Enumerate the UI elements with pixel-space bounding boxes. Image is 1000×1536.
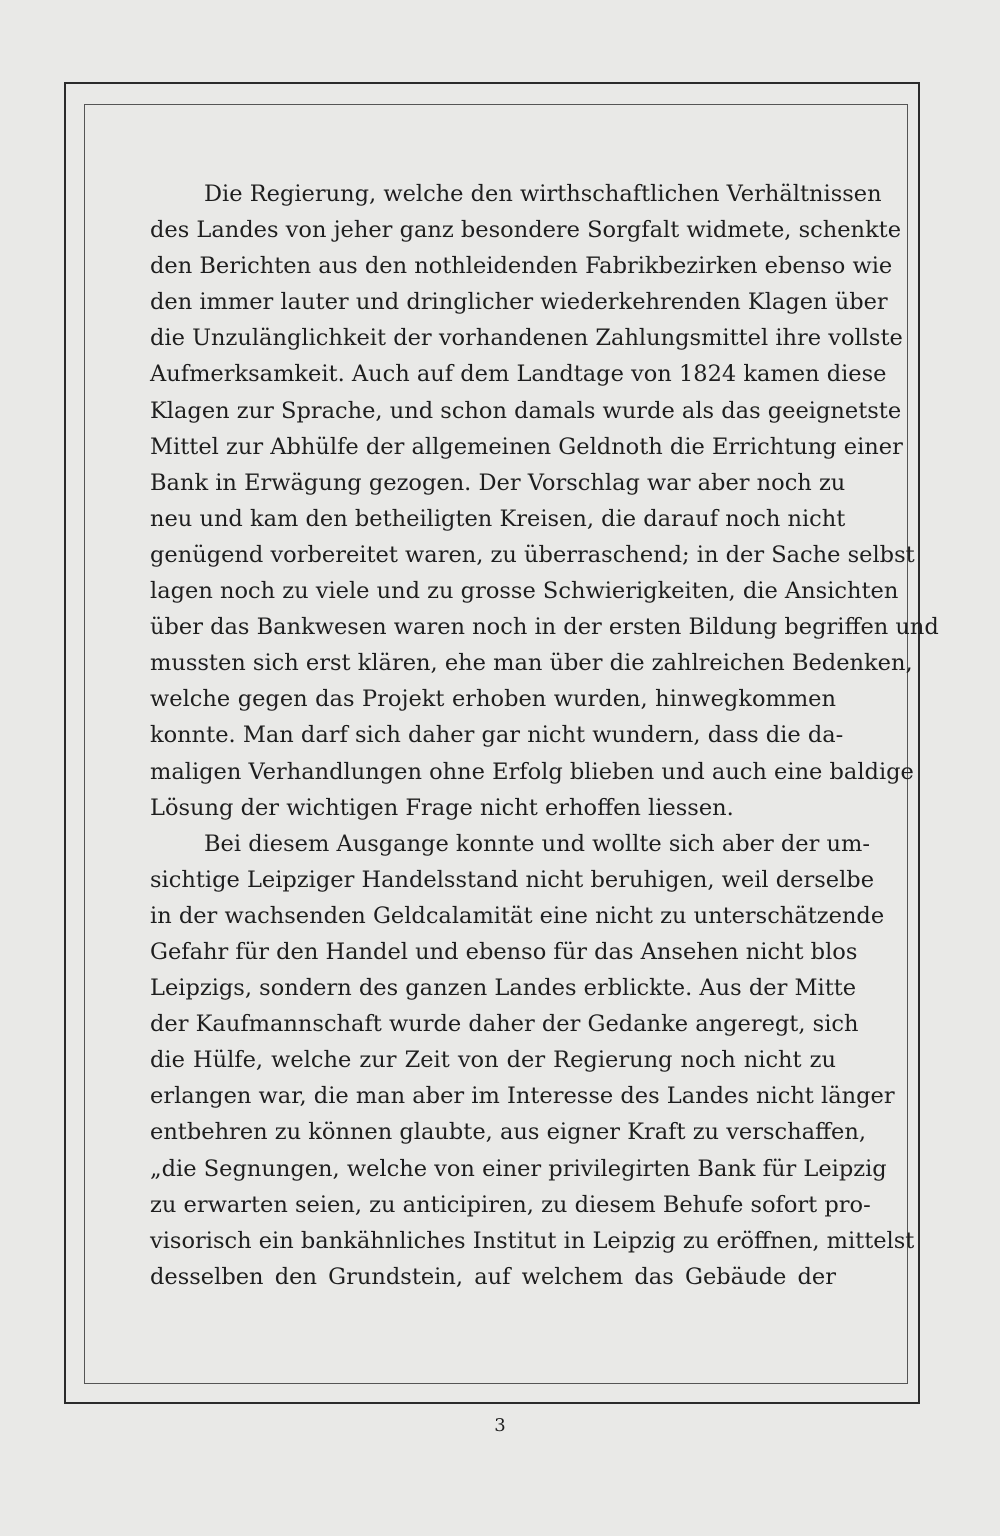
text-line: „die Segnungen, welche von einer privilegirten Bank für Leipzig <box>150 1155 887 1182</box>
text-line: sichtige Leipziger Handelsstand nicht beruhigen, weil derselbe <box>150 866 875 893</box>
text-line: neu und kam den betheiligten Kreisen, die darauf noch nicht <box>150 505 846 532</box>
text-line: des Landes von jeher ganz besondere Sorgfalt widmete, schenkte <box>150 217 902 244</box>
text-line: Gefahr für den Handel und ebenso für das Ansehen nicht blos <box>150 938 858 965</box>
text-line: desselben den Grundstein, auf welchem das Gebäude der <box>150 1263 836 1290</box>
text-line: mussten sich erst klären, ehe man über die zahlreichen Bedenken, <box>150 650 913 677</box>
text-line: Bei diesem Ausgange konnte und wollte sich aber der um- <box>204 830 870 857</box>
text-line: Aufmerksamkeit. Auch auf dem Landtage von 1824 kamen diese <box>150 361 887 388</box>
text-line: visorisch ein bankähnliches Institut in Leipzig zu eröffnen, mittelst <box>150 1227 915 1254</box>
text-line: Bank in Erwägung gezogen. Der Vorschlag war aber noch zu <box>150 469 846 496</box>
text-line: entbehren zu können glaubte, aus eigner Kraft zu verschaffen, <box>150 1119 866 1146</box>
text-line: konnte. Man darf sich daher gar nicht wundern, dass die da- <box>150 722 844 749</box>
text-line: die Unzulänglichkeit der vorhandenen Zahlungsmittel ihre vollste <box>150 325 903 352</box>
text-line: den Berichten aus den nothleidenden Fabrikbezirken ebenso wie <box>150 253 893 280</box>
text-line: die Hülfe, welche zur Zeit von der Regierung noch nicht zu <box>150 1047 836 1074</box>
text-line: Leipzigs, sondern des ganzen Landes erblickte. Aus der Mitte <box>150 975 857 1002</box>
text-line: in der wachsenden Geldcalamität eine nicht zu unterschätzende <box>150 902 885 929</box>
text-line: Mittel zur Abhülfe der allgemeinen Geldnoth die Errichtung einer <box>150 433 903 460</box>
text-line: zu erwarten seien, zu anticipiren, zu diesem Behufe sofort pro- <box>150 1191 871 1218</box>
text-line: Lösung der wichtigen Frage nicht erhoffen liessen. <box>150 794 734 821</box>
text-line: den immer lauter und dringlicher wiederkehrenden Klagen über <box>150 289 888 316</box>
text-line: welche gegen das Projekt erhoben wurden, hinwegkommen <box>150 686 836 713</box>
body-text <box>150 176 939 1295</box>
text-line: lagen noch zu viele und zu grosse Schwierigkeiten, die Ansichten <box>150 578 899 605</box>
text-line: über das Bankwesen waren noch in der ersten Bildung begriffen und <box>150 614 939 641</box>
text-line: Klagen zur Sprache, und schon damals wurde als das geeignetste <box>150 397 902 424</box>
text-line: erlangen war, die man aber im Interesse des Landes nicht länger <box>150 1083 895 1110</box>
text-line: genügend vorbereitet waren, zu überraschend; in der Sache selbst <box>150 541 915 568</box>
text-line: Die Regierung, welche den wirthschaftlichen Verhältnissen <box>204 181 882 207</box>
text-line: der Kaufmannschaft wurde daher der Gedanke angeregt, sich <box>150 1011 859 1038</box>
text-line: maligen Verhandlungen ohne Erfolg blieben und auch eine baldige <box>150 758 914 785</box>
page-number: 3 <box>494 1415 506 1436</box>
